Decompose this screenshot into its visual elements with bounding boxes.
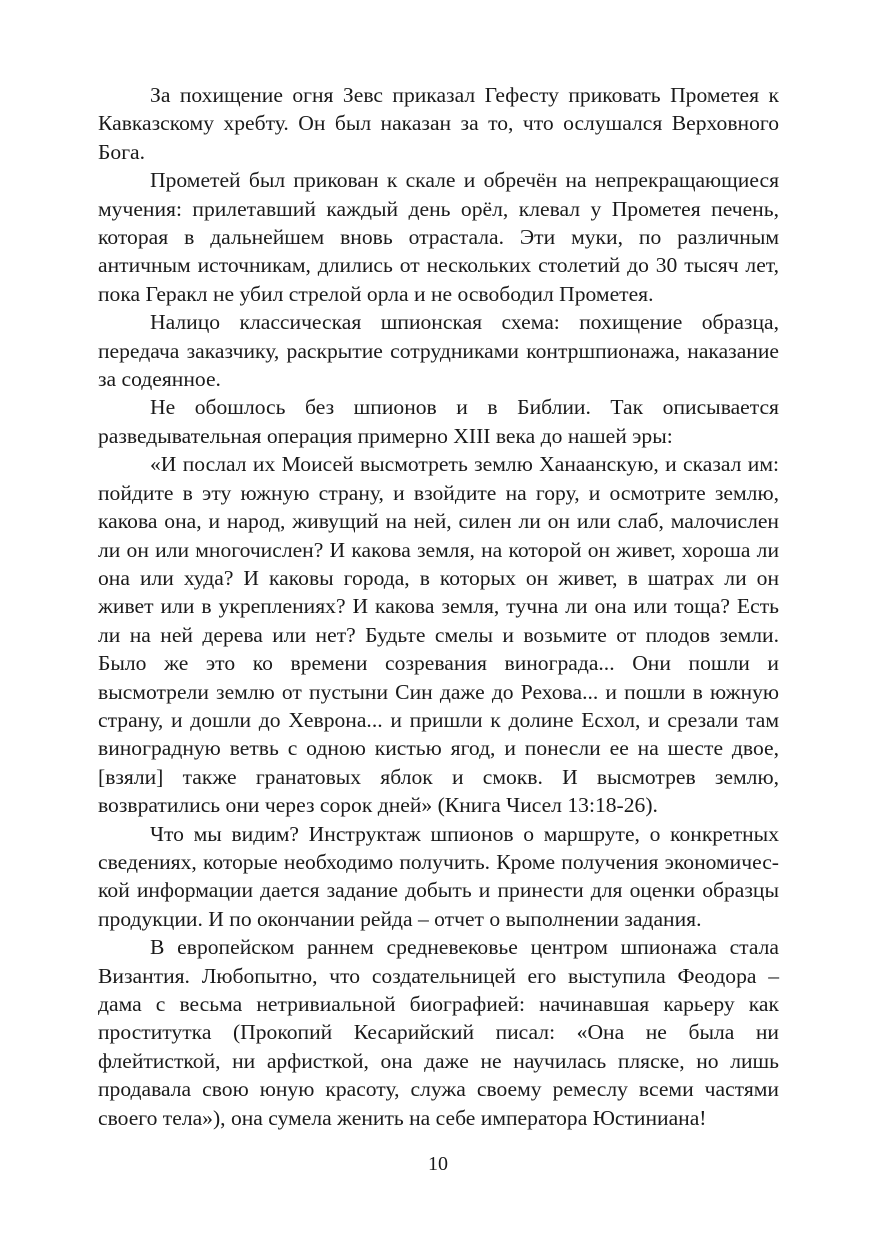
paragraph-spy-scheme: Налицо классическая шпионская схема: похищение образца, передача заказчику, раскрытие сотрудниками контршпионажа, наказание за содеянное. bbox=[98, 310, 779, 392]
body-text bbox=[98, 81, 779, 1132]
paragraph-prometheus-torment: Прометей был прикован к скале и обречён на непрекращающиеся мучения: прилетавший каждый день орёл, клевал у Прометея печень, которая в дальнейшем вновь отрастала. Эти муки, по различным античным источникам, длились от нескольких столетий до 30 тысяч лет, пока Геракл не убил стрелой орла и не освободил Прометея. bbox=[98, 168, 779, 306]
paragraph-analysis: Что мы видим? Инструктаж шпионов о маршруте, о конкретных сведениях, которые необходимо получить. Кроме получения экономической информации дается задание добыть и принести для оценки образцы продукции. И по окончании рейда – отчет о выполнении задания. bbox=[98, 821, 779, 931]
page-number: 10 bbox=[428, 1153, 448, 1175]
paragraph-bible-intro: Не обошлось без шпионов и в Библии. Так описывается разведывательная операция примерно XIII века до нашей эры: bbox=[98, 395, 779, 448]
paragraph-bible-quote: «И послал их Моисей высмотреть землю Ханаанскую, и сказал им: пойдите в эту южную страну, и взойдите на гору, и осмотрите землю, какова она, и народ, живущий на ней, силен ли он или слаб, малочислен ли он или многочислен? И какова земля, на которой он живет, хороша ли она или худа? И каковы города, в которых он живет, в шатрах ли он живет или в укреплениях? И какова земля, тучна ли она или тоща? Есть ли на ней дерева или нет? Будьте смелы и возьмите от плодов земли. Было же это ко времени созревания винограда... Они пошли и высмотрели землю от пустыни Син даже до Рехова... и пошли в южную страну, и дошли до Хеврона... и пришли к долине Есхол, и срезали там виноградную ветвь с одною кистью ягод, и понесли ее на шесте двое, [взяли] также гранатовых яблок и смокв. И высмотрев землю, возвратились они через сорок дней» (Книга Чисел 13:18-26). bbox=[98, 452, 779, 818]
paragraph-byzantium: В европейском раннем средневековье центром шпионажа стала Византия. Любопытно, что создательницей его выступила Феодора – дама с весьма нетривиальной биографией: начинавшая карьеру как проститутка (Прокопий Кесарийский писал: «Она не была ни флейтисткой, ни арфисткой, она даже не научилась пляске, но лишь продавала свою юную красоту, служа своему ремеслу всеми частями своего тела»), она сумела женить на себе императора Юстиниана! bbox=[98, 935, 779, 1130]
paragraph-prometheus-punishment: За похищение огня Зевс приказал Гефесту приковать Прометея к Кавказскому хребту. Он был наказан за то, что ослушался Верховного Бога. bbox=[98, 83, 779, 164]
